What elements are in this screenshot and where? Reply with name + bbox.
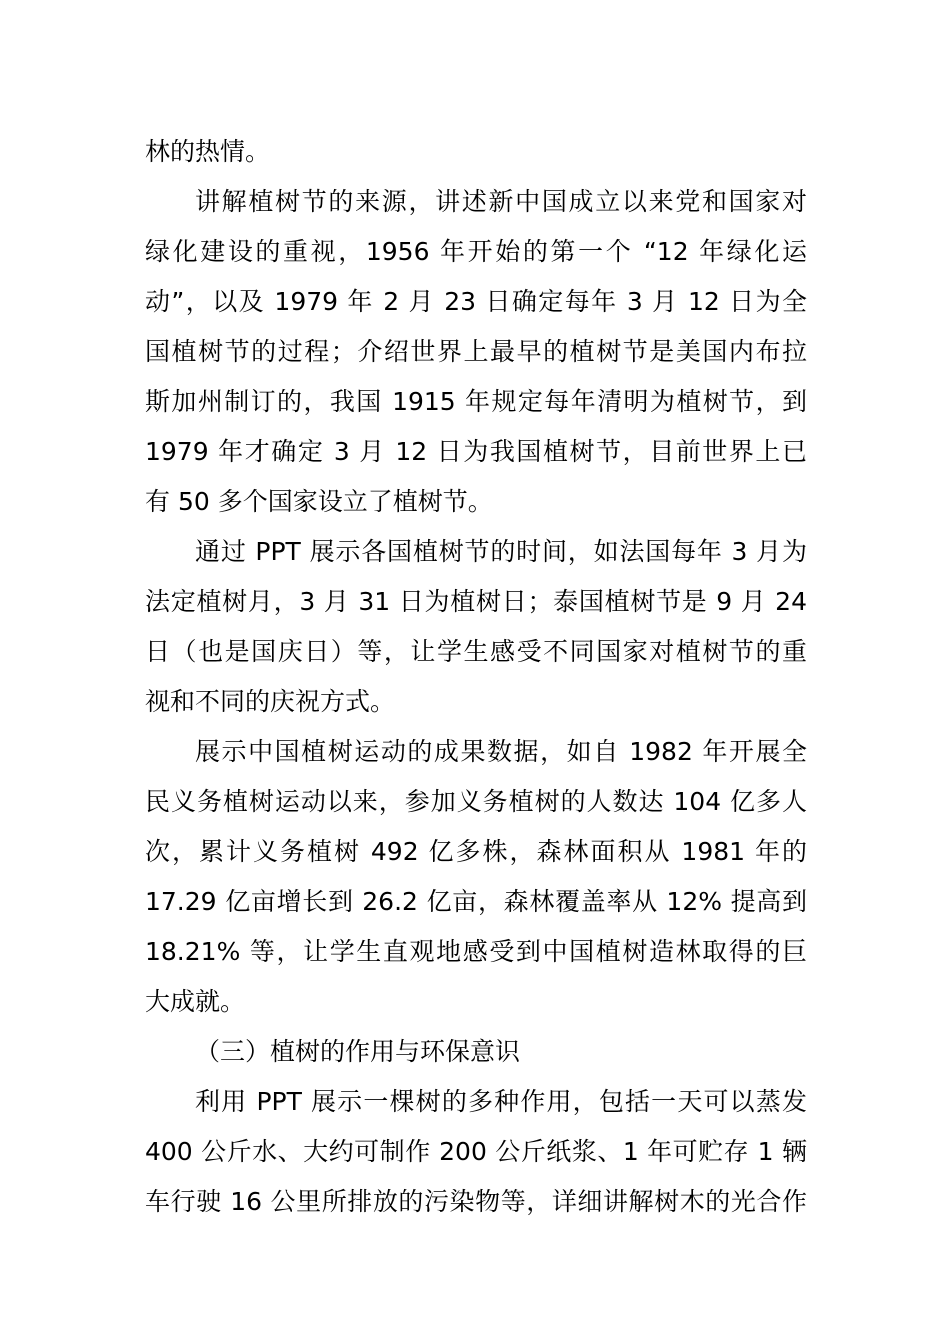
text-line: 次，累计义务植树 492 亿多株，森林面积从 1981 年的 bbox=[145, 837, 807, 866]
text-line: 绿化建设的重视，1956 年开始的第一个 “12 年绿化运 bbox=[145, 237, 807, 266]
text-line: 利用 PPT 展示一棵树的多种作用，包括一天可以蒸发 bbox=[195, 1087, 807, 1116]
text-line: 斯加州制订的，我国 1915 年规定每年清明为植树节，到 bbox=[145, 387, 807, 416]
text-line: 17.29 亿亩增长到 26.2 亿亩，森林覆盖率从 12% 提高到 bbox=[145, 887, 807, 916]
text-line: 18.21% 等，让学生直观地感受到中国植树造林取得的巨 bbox=[145, 937, 807, 966]
text-line: 通过 PPT 展示各国植树节的时间，如法国每年 3 月为 bbox=[195, 537, 807, 566]
text-line: 讲解植树节的来源，讲述新中国成立以来党和国家对 bbox=[195, 187, 807, 216]
text-line: 大成就。 bbox=[145, 987, 246, 1016]
text-line: 民义务植树运动以来，参加义务植树的人数达 104 亿多人 bbox=[145, 787, 807, 816]
text-line: 动”，以及 1979 年 2 月 23 日确定每年 3 月 12 日为全 bbox=[145, 287, 807, 316]
body-text bbox=[145, 127, 807, 1227]
text-line: （三）植树的作用与环保意识 bbox=[195, 1037, 521, 1066]
text-line: 国植树节的过程；介绍世界上最早的植树节是美国内布拉 bbox=[145, 337, 807, 366]
text-line: 400 公斤水、大约可制作 200 公斤纸浆、1 年可贮存 1 辆 bbox=[145, 1137, 807, 1166]
text-line: 展示中国植树运动的成果数据，如自 1982 年开展全 bbox=[195, 737, 807, 766]
text-line: 有 50 多个国家设立了植树节。 bbox=[145, 487, 493, 516]
text-line: 视和不同的庆祝方式。 bbox=[145, 687, 396, 716]
text-line: 林的热情。 bbox=[145, 137, 271, 166]
text-line: 车行驶 16 公里所排放的污染物等，详细讲解树木的光合作 bbox=[145, 1187, 807, 1216]
text-line: 日（也是国庆日）等，让学生感受不同国家对植树节的重 bbox=[145, 637, 807, 666]
text-line: 法定植树月，3 月 31 日为植树日；泰国植树节是 9 月 24 bbox=[145, 587, 807, 616]
text-line: 1979 年才确定 3 月 12 日为我国植树节，目前世界上已 bbox=[145, 437, 807, 466]
